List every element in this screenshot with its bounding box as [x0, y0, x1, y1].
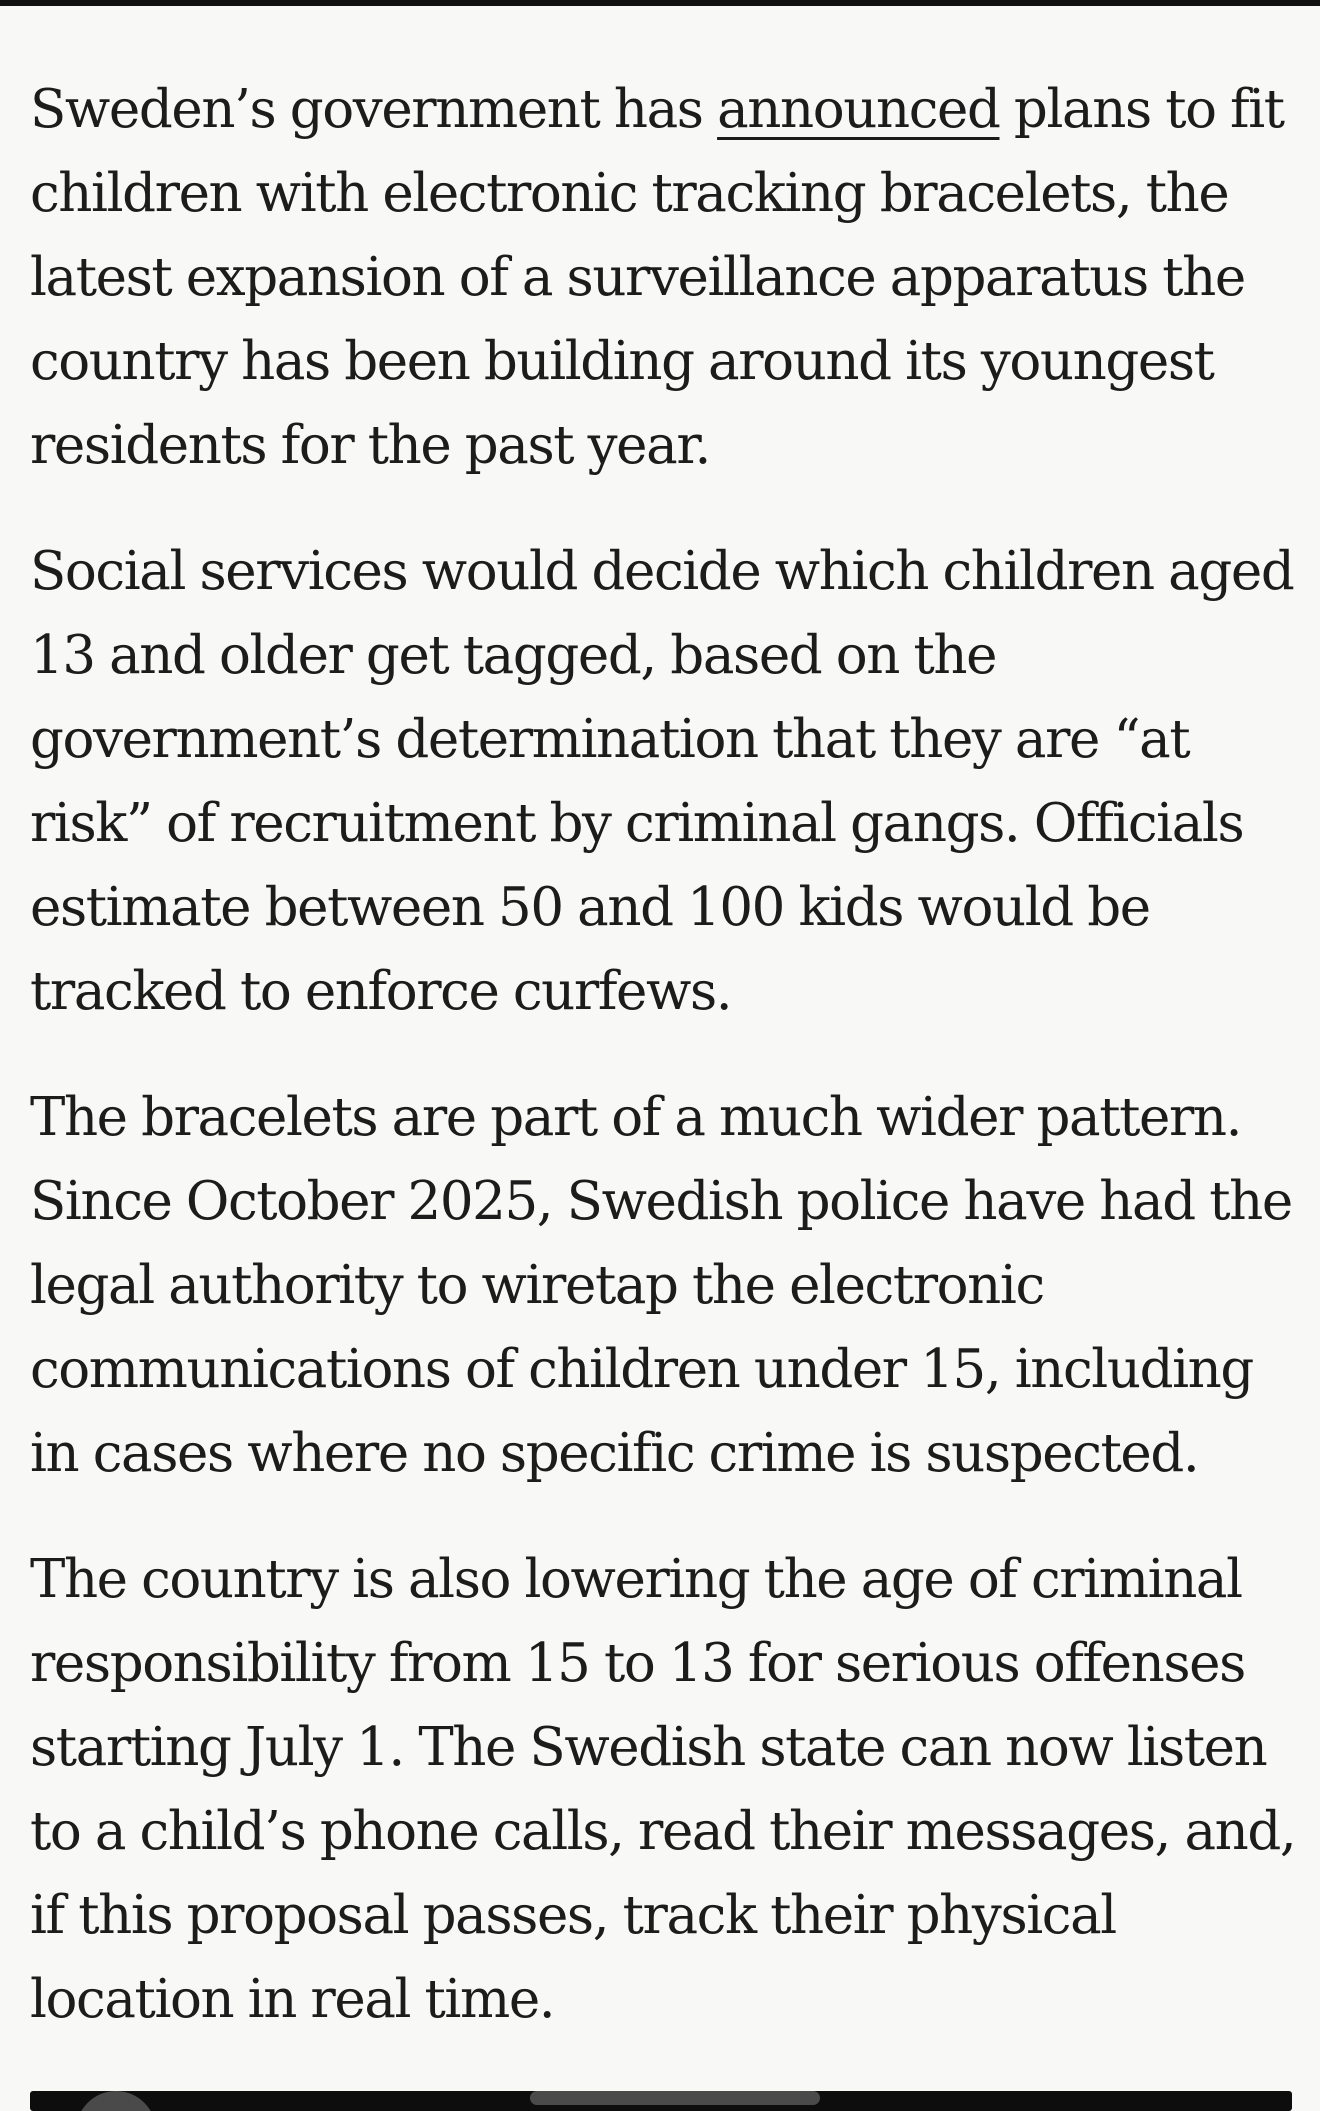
- announced-link[interactable]: announced: [717, 79, 1000, 140]
- top-bar: [0, 0, 1320, 6]
- paragraph-2: Social services would decide which children aged 13 and older get tagged, based on the government’s determination that they are “at risk” of recruitment by criminal gangs. Officials estimate between 50 and 100 kids would be tracked to enforce curfews.: [30, 541, 1294, 1022]
- bottom-drag-handle[interactable]: [530, 2091, 820, 2105]
- bottom-media-panel: [30, 2091, 1292, 2111]
- paragraph-4: The country is also lowering the age of criminal responsibility from 15 to 13 for serious offenses starting July 1. The Swedish state can now listen to a child’s phone calls, read their messages, and, if this proposal passes, track their physical location in real time.: [30, 1549, 1296, 2030]
- paragraph-1-text-end: plans to fit children with electronic tracking bracelets, the latest expansion of a surveillance apparatus the country has been building around its youngest residents for the past year.: [30, 79, 1284, 476]
- bottom-avatar-icon: [76, 2091, 156, 2111]
- article-body: [30, 68, 1302, 2084]
- paragraph-1: [30, 68, 1302, 488]
- paragraph-1-text-start: Sweden’s government has: [30, 79, 718, 140]
- paragraph-3: The bracelets are part of a much wider pattern. Since October 2025, Swedish police have had the legal authority to wiretap the electronic communications of children under 15, including in cases where no specific crime is suspected.: [30, 1087, 1292, 1484]
